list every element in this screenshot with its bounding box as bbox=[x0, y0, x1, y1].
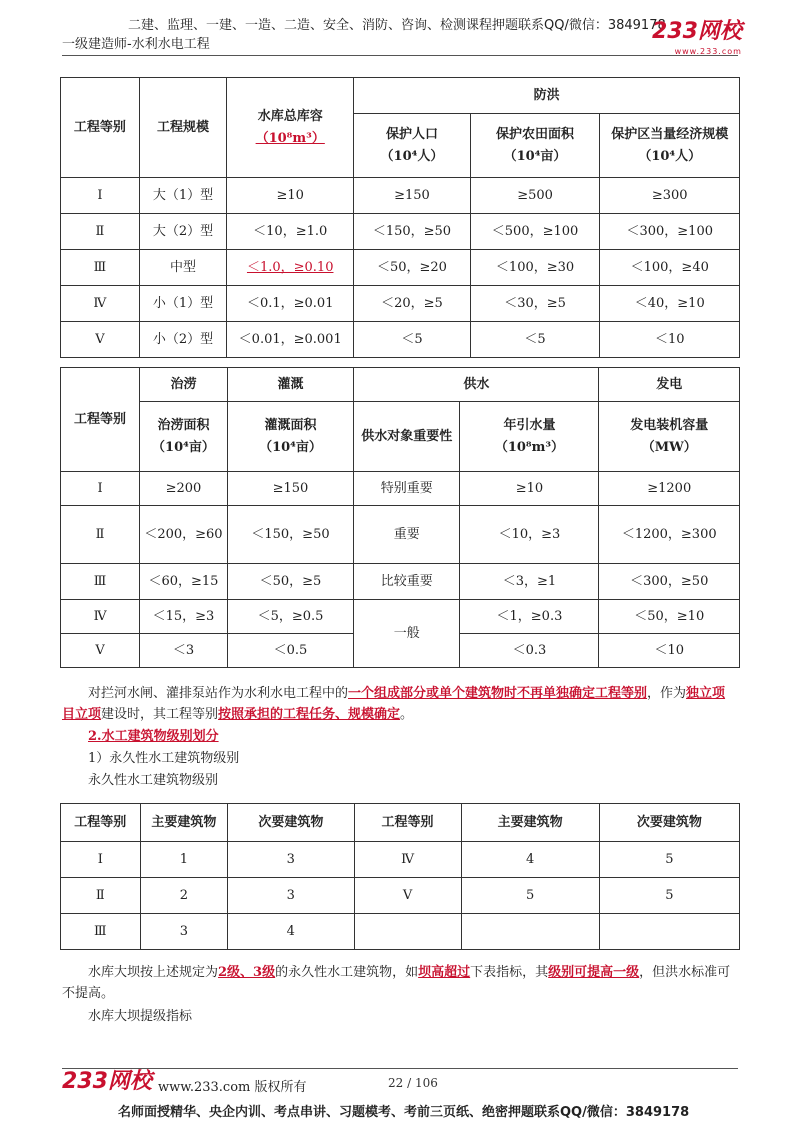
table-cell: 小（1）型 bbox=[139, 286, 226, 322]
table-cell: ＜5，≥0.5 bbox=[227, 600, 353, 634]
table-cell-merged: 一般 bbox=[354, 600, 460, 668]
col-header-irrigation: 灌溉 bbox=[227, 368, 353, 402]
brand-logo-sub: www.233.com bbox=[674, 47, 742, 56]
footer-divider bbox=[62, 1068, 738, 1069]
table-cell: Ⅴ bbox=[61, 322, 140, 358]
col-header-installed-capacity bbox=[599, 402, 740, 472]
table-cell: ≥500 bbox=[470, 178, 600, 214]
brand-logo bbox=[652, 19, 742, 62]
table-cell: ＜3，≥1 bbox=[460, 564, 599, 600]
table-cell: 4 bbox=[461, 842, 599, 878]
table-cell: Ⅰ bbox=[61, 842, 141, 878]
table-cell: ＜50，≥20 bbox=[354, 250, 470, 286]
table-row bbox=[61, 286, 740, 322]
table-cell: ≥150 bbox=[354, 178, 470, 214]
table-caption: 永久性水工建筑物级别 bbox=[88, 773, 219, 788]
annual-diversion-unit: （10⁸m³） bbox=[494, 439, 565, 455]
col-header-secondary-building: 次要建筑物 bbox=[228, 804, 355, 842]
table-row bbox=[61, 250, 740, 286]
drainage-area-unit: （10⁴亩） bbox=[152, 439, 215, 455]
subsection-title: 1）永久性水工建筑物级别 bbox=[88, 751, 240, 766]
table-cell: ＜10，≥3 bbox=[460, 506, 599, 564]
storage-label: 水库总库容 bbox=[257, 108, 323, 124]
table-cell: 小（2）型 bbox=[139, 322, 226, 358]
col-header-grade: 工程等别 bbox=[61, 78, 140, 178]
col-header-main-building: 主要建筑物 bbox=[140, 804, 227, 842]
farmland-label: 保护农田面积 bbox=[496, 126, 575, 142]
table-cell: ＜30，≥5 bbox=[470, 286, 600, 322]
storage-unit: （10⁸m³） bbox=[255, 130, 325, 146]
col-header-secondary-building: 次要建筑物 bbox=[599, 804, 739, 842]
footer-copyright: www.233.com 版权所有 bbox=[158, 1080, 307, 1095]
table-cell: 特别重要 bbox=[354, 472, 460, 506]
col-header-power: 发电 bbox=[599, 368, 740, 402]
table-cell: 比较重要 bbox=[354, 564, 460, 600]
table-cell: ＜60，≥15 bbox=[140, 564, 228, 600]
col-header-annual-diversion bbox=[460, 402, 599, 472]
table-row bbox=[61, 878, 740, 914]
col-header-drainage: 治涝 bbox=[140, 368, 228, 402]
table-cell: ＜5 bbox=[354, 322, 470, 358]
paragraph-sluice-rule bbox=[62, 683, 738, 725]
table-cell: ＜0.5 bbox=[227, 634, 353, 668]
col-header-population bbox=[354, 114, 470, 178]
table-cell: Ⅳ bbox=[61, 600, 140, 634]
text-run: ，作为 bbox=[647, 686, 687, 701]
col-header-scale: 工程规模 bbox=[139, 78, 226, 178]
table-cell: ＜150，≥50 bbox=[354, 214, 470, 250]
table-cell: ＜1，≥0.3 bbox=[460, 600, 599, 634]
footer-logo-text: 233网校 bbox=[62, 1069, 152, 1094]
installed-capacity-label: 发电装机容量 bbox=[630, 417, 709, 433]
population-label: 保护人口 bbox=[385, 126, 438, 142]
brand-logo-text: 233网校 bbox=[652, 19, 742, 44]
table-cell: ＜300，≥100 bbox=[600, 214, 740, 250]
col-header-storage bbox=[227, 78, 354, 178]
table-cell: 5 bbox=[599, 842, 739, 878]
paragraph-dam-upgrade bbox=[62, 962, 738, 1004]
text-run: 对拦河水闸、灌排泵站作为水利水电工程中的 bbox=[88, 686, 349, 701]
table-cell: Ⅳ bbox=[354, 842, 461, 878]
text-run-highlight: 按照承担的工程任务、规模确定 bbox=[218, 707, 401, 722]
table-cell: ＜0.3 bbox=[460, 634, 599, 668]
text-run-highlight: 2级、3级 bbox=[218, 965, 276, 980]
table-row bbox=[61, 506, 740, 564]
page-number: 22 / 106 bbox=[388, 1076, 438, 1090]
col-header-grade: 工程等别 bbox=[354, 804, 461, 842]
table-cell: ＜100，≥30 bbox=[470, 250, 600, 286]
table-cell: ＜10 bbox=[600, 322, 740, 358]
project-grade-table-benefit bbox=[60, 367, 740, 668]
table-cell: ＜200，≥60 bbox=[140, 506, 228, 564]
table-cell: ＜15，≥3 bbox=[140, 600, 228, 634]
table-cell: Ⅲ bbox=[61, 914, 141, 950]
footer-contact-line: 名师面授精华、央企内训、考点串讲、习题模考、考前三页纸、绝密押题联系QQ/微信：3849178 bbox=[118, 1105, 690, 1120]
table-cell: ＜40，≥10 bbox=[600, 286, 740, 322]
table-cell: 5 bbox=[461, 878, 599, 914]
table-cell: 5 bbox=[599, 878, 739, 914]
header-divider bbox=[62, 55, 738, 56]
text-run: 建设时，其工程等别 bbox=[101, 707, 219, 722]
text-run: 水库大坝按上述规定为 bbox=[88, 965, 219, 980]
table-cell: 大（1）型 bbox=[139, 178, 226, 214]
project-grade-table-flood bbox=[60, 77, 740, 358]
table-cell: Ⅳ bbox=[61, 286, 140, 322]
table-cell: 3 bbox=[228, 878, 355, 914]
table-cell: Ⅱ bbox=[61, 506, 140, 564]
text-run-highlight: 一个组成部分或单个建筑物时不再单独确定工程等别 bbox=[348, 686, 648, 701]
table-row bbox=[61, 842, 740, 878]
table-cell: Ⅱ bbox=[61, 214, 140, 250]
table-cell: ＜100，≥40 bbox=[600, 250, 740, 286]
table-cell: ＜20，≥5 bbox=[354, 286, 470, 322]
table-cell bbox=[461, 914, 599, 950]
text-run: ，但洪水标准可不提高。 bbox=[62, 965, 731, 1001]
table-cell bbox=[599, 914, 739, 950]
table-row bbox=[61, 564, 740, 600]
table-cell: Ⅰ bbox=[61, 472, 140, 506]
table-cell: Ⅴ bbox=[61, 634, 140, 668]
annual-diversion-label: 年引水量 bbox=[503, 417, 556, 433]
table-cell: 3 bbox=[140, 914, 227, 950]
table-row bbox=[61, 214, 740, 250]
table-row bbox=[61, 914, 740, 950]
text-run: 下表指标，其 bbox=[470, 965, 549, 980]
table-cell: 4 bbox=[228, 914, 355, 950]
table-cell: ＜50，≥5 bbox=[227, 564, 353, 600]
table-cell: ＜300，≥50 bbox=[599, 564, 740, 600]
text-run-highlight: 独立项目立项 bbox=[62, 686, 726, 722]
col-header-economy: 保护区当量经济规模（10⁴人） bbox=[600, 114, 740, 178]
table-cell: ＜0.01，≥0.001 bbox=[227, 322, 354, 358]
col-header-flood: 防洪 bbox=[354, 78, 740, 114]
table-row bbox=[61, 322, 740, 358]
table-cell: ＜5 bbox=[470, 322, 600, 358]
col-header-supply-importance: 供水对象重要性 bbox=[354, 402, 460, 472]
table-cell: ≥300 bbox=[600, 178, 740, 214]
table-cell: Ⅲ bbox=[61, 564, 140, 600]
table-row bbox=[61, 472, 740, 506]
table-cell: Ⅴ bbox=[354, 878, 461, 914]
text-run-highlight: 级别可提高一级 bbox=[548, 965, 640, 980]
table-cell-highlight: ＜1.0，≥0.10 bbox=[227, 250, 354, 286]
table-cell: ≥10 bbox=[460, 472, 599, 506]
table-cell: Ⅱ bbox=[61, 878, 141, 914]
population-unit: （10⁴人） bbox=[380, 148, 444, 164]
text-run: 的永久性水工建筑物，如 bbox=[275, 965, 419, 980]
header-subject: 一级建造师-水利水电工程 bbox=[62, 37, 210, 52]
irrigation-area-label: 灌溉面积 bbox=[264, 417, 317, 433]
col-header-drainage-area bbox=[140, 402, 228, 472]
building-grade-table bbox=[60, 803, 740, 950]
table-cell: ＜50，≥10 bbox=[599, 600, 740, 634]
table-cell: ＜3 bbox=[140, 634, 228, 668]
table-cell: 3 bbox=[228, 842, 355, 878]
table-cell: 大（2）型 bbox=[139, 214, 226, 250]
table-cell: ≥1200 bbox=[599, 472, 740, 506]
col-header-grade: 工程等别 bbox=[61, 804, 141, 842]
table-cell: ≥10 bbox=[227, 178, 354, 214]
table-cell: ＜10，≥1.0 bbox=[227, 214, 354, 250]
col-header-irrigation-area bbox=[227, 402, 353, 472]
table-cell: ≥150 bbox=[227, 472, 353, 506]
col-header-grade: 工程等别 bbox=[61, 368, 140, 472]
col-header-farmland bbox=[470, 114, 600, 178]
col-header-main-building: 主要建筑物 bbox=[461, 804, 599, 842]
section-title: 2.水工建筑物级别划分 bbox=[88, 729, 219, 744]
farmland-unit: （10⁴亩） bbox=[503, 148, 567, 164]
table-cell: ＜1200，≥300 bbox=[599, 506, 740, 564]
table-cell bbox=[354, 914, 461, 950]
table-cell: Ⅰ bbox=[61, 178, 140, 214]
table-cell: ≥200 bbox=[140, 472, 228, 506]
table-cell: 重要 bbox=[354, 506, 460, 564]
table-cell: Ⅲ bbox=[61, 250, 140, 286]
table-cell: ＜500，≥100 bbox=[470, 214, 600, 250]
table-cell: ＜150，≥50 bbox=[227, 506, 353, 564]
text-run: 。 bbox=[400, 707, 414, 722]
text-run-highlight: 坝高超过 bbox=[418, 965, 471, 980]
footer-logo bbox=[62, 1069, 152, 1094]
paragraph-caption: 水库大坝提级指标 bbox=[88, 1009, 193, 1024]
col-header-water-supply: 供水 bbox=[354, 368, 599, 402]
table-cell: 中型 bbox=[139, 250, 226, 286]
table-row bbox=[61, 178, 740, 214]
table-cell: 1 bbox=[140, 842, 227, 878]
installed-capacity-unit: （MW） bbox=[641, 439, 697, 455]
drainage-area-label: 治涝面积 bbox=[157, 417, 210, 433]
table-cell: ＜10 bbox=[599, 634, 740, 668]
irrigation-area-unit: （10⁴亩） bbox=[259, 439, 322, 455]
table-cell: 2 bbox=[140, 878, 227, 914]
table-cell: ＜0.1，≥0.01 bbox=[227, 286, 354, 322]
table-row bbox=[61, 600, 740, 634]
header-contact-line: 二建、监理、一建、一造、二造、安全、消防、咨询、检测课程押题联系QQ/微信：3849178 bbox=[128, 18, 666, 33]
